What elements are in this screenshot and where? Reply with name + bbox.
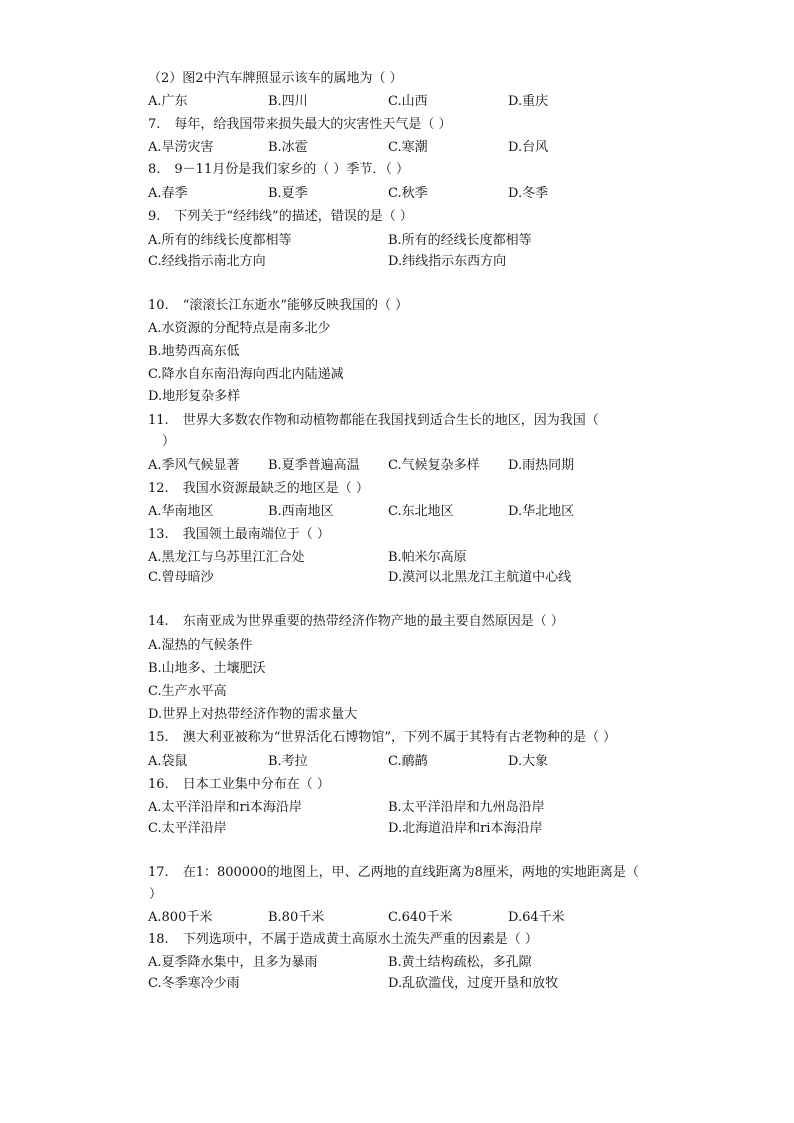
option-a: A.水资源的分配特点是南多北少 — [148, 321, 331, 336]
question-10-stem — [148, 298, 708, 314]
question-text: 日本工业集中分布在（ ） — [182, 777, 330, 792]
question-18-options-ab — [148, 955, 708, 971]
question-8-options — [148, 186, 708, 202]
option-d: D.乱砍滥伐，过度开垦和放牧 — [388, 976, 559, 991]
question-number: 14. — [148, 614, 169, 629]
question-number: 12. — [148, 481, 169, 496]
option-c: C.太平洋沿岸 — [148, 821, 227, 836]
option-a: A.黑龙江与乌苏里江汇合处 — [148, 550, 305, 565]
option-b: B.地势西高东低 — [148, 344, 240, 359]
option-d: D.漠河以北黑龙江主航道中心线 — [388, 570, 572, 585]
question-text: 每年，给我国带来损失最大的灾害性天气是（ ） — [174, 117, 452, 132]
option-c: C.鸸鹋 — [388, 754, 428, 769]
option-b: B.西南地区 — [268, 504, 334, 519]
option-a: A.季风气候显著 — [148, 458, 240, 473]
question-8-stem — [148, 162, 708, 178]
option-a: A.广东 — [148, 94, 188, 109]
question-17-options — [148, 910, 708, 926]
question-11-stem — [148, 413, 708, 429]
option-a: A.太平洋沿岸和ri本海沿岸 — [148, 800, 302, 815]
option-d: D.64千米 — [508, 910, 565, 925]
question-7-options — [148, 140, 708, 156]
option-d: D.华北地区 — [508, 504, 575, 519]
option-a: A.春季 — [148, 186, 188, 201]
question-9-options-ab — [148, 233, 708, 249]
question-7-stem — [148, 117, 708, 133]
question-text: 下列选项中，不属于造成黄土高原水土流失严重的因素是（ ） — [182, 932, 538, 947]
question-9-options-cd — [148, 254, 708, 270]
question-12-stem — [148, 481, 708, 497]
question-9-stem — [148, 209, 708, 225]
question-17-stem — [148, 865, 708, 881]
question-number: （2） — [148, 71, 183, 86]
option-d: D.雨热同期 — [508, 458, 575, 473]
option-c: C.经线指示南北方向 — [148, 254, 266, 269]
question-13-options-cd — [148, 570, 708, 586]
option-d: D.北海道沿岸和ri本海沿岸 — [388, 821, 543, 836]
question-11-options — [148, 458, 708, 474]
question-number: 16. — [148, 777, 169, 792]
option-b: B.冰雹 — [268, 140, 308, 155]
option-d: D.台风 — [508, 140, 549, 155]
question-text: 我国水资源最缺乏的地区是（ ） — [182, 481, 369, 496]
option-b: B.80千米 — [268, 910, 325, 925]
option-c: C.寒潮 — [388, 140, 428, 155]
question-number: 11. — [148, 413, 169, 428]
option-a: A.旱涝灾害 — [148, 140, 214, 155]
option-c: C.冬季寒冷少雨 — [148, 976, 240, 991]
option-c: C.秋季 — [388, 186, 428, 201]
question-16-options-cd — [148, 821, 708, 837]
question-text: 9－11月份是我们家乡的（ ）季节．（ ） — [174, 162, 409, 177]
question-16-options-ab — [148, 800, 708, 816]
question-13-options-ab — [148, 550, 708, 566]
question-text: 图2中汽车牌照显示该车的属地为（ ） — [182, 71, 403, 86]
option-c: C.生产水平高 — [148, 684, 227, 699]
question-text: 在1：800000的地图上，甲、乙两地的直线距离为8厘米，两地的实地距离是（ — [182, 865, 639, 880]
question-text-wrap: ） — [162, 434, 176, 449]
question-15-stem — [148, 730, 708, 746]
question-number: 8. — [148, 162, 161, 177]
option-d: D.大象 — [508, 754, 549, 769]
question-text: 澳大利亚被称为“世界活化石博物馆”，下列不属于其特有古老物种的是（ ） — [182, 730, 617, 745]
option-d: D.世界上对热带经济作物的需求量大 — [148, 707, 358, 722]
question-18-stem — [148, 932, 708, 948]
question-text: 我国领土最南端位于（ ） — [182, 527, 330, 542]
option-c: C.降水自东南沿海向西北内陆递减 — [148, 367, 344, 382]
option-d: D.纬线指示东西方向 — [388, 254, 507, 269]
question-2-options — [148, 94, 708, 110]
option-b: B.太平洋沿岸和九州岛沿岸 — [388, 800, 545, 815]
question-number: 9. — [148, 209, 161, 224]
option-d: D.地形复杂多样 — [148, 389, 241, 404]
question-text-wrap: ） — [149, 887, 163, 902]
option-c: C.气候复杂多样 — [388, 458, 480, 473]
option-c: C.山西 — [388, 94, 428, 109]
option-a: A.夏季降水集中，且多为暴雨 — [148, 955, 318, 970]
question-text: “滚滚长江东逝水”能够反映我国的（ ） — [182, 298, 409, 313]
option-d: D.重庆 — [508, 94, 549, 109]
option-b: B.四川 — [268, 94, 308, 109]
question-13-stem — [148, 527, 708, 543]
question-number: 15. — [148, 730, 169, 745]
option-b: B.考拉 — [268, 754, 308, 769]
option-a: A.800千米 — [148, 910, 213, 925]
option-c: C.曾母暗沙 — [148, 570, 214, 585]
option-d: D.冬季 — [508, 186, 549, 201]
question-number: 10. — [148, 298, 169, 313]
question-text: 东南亚成为世界重要的热带经济作物产地的最主要自然原因是（ ） — [182, 614, 564, 629]
question-text: 世界大多数农作物和动植物都能在我国找到适合生长的地区，因为我国（ — [182, 413, 599, 428]
question-number: 18. — [148, 932, 169, 947]
question-number: 17. — [148, 865, 169, 880]
option-b: B.夏季 — [268, 186, 308, 201]
option-c: C.东北地区 — [388, 504, 454, 519]
option-a: A.袋鼠 — [148, 754, 188, 769]
option-b: B.所有的经线长度都相等 — [388, 233, 532, 248]
question-12-options — [148, 504, 708, 520]
option-a: A.湿热的气候条件 — [148, 638, 253, 653]
question-2-stem — [148, 71, 708, 87]
option-b: B.夏季普遍高温 — [268, 458, 360, 473]
question-14-stem — [148, 614, 708, 630]
option-c: C.640千米 — [388, 910, 453, 925]
question-number: 7. — [148, 117, 161, 132]
option-b: B.黄土结构疏松，多孔隙 — [388, 955, 532, 970]
option-a: A.华南地区 — [148, 504, 214, 519]
question-15-options — [148, 754, 708, 770]
question-number: 13. — [148, 527, 169, 542]
question-16-stem — [148, 777, 708, 793]
option-b: B.帕米尔高原 — [388, 550, 467, 565]
question-text: 下列关于“经纬线”的描述，错误的是（ ） — [174, 209, 413, 224]
option-b: B.山地多、土壤肥沃 — [148, 661, 266, 676]
question-18-options-cd — [148, 976, 708, 992]
option-a: A.所有的纬线长度都相等 — [148, 233, 292, 248]
